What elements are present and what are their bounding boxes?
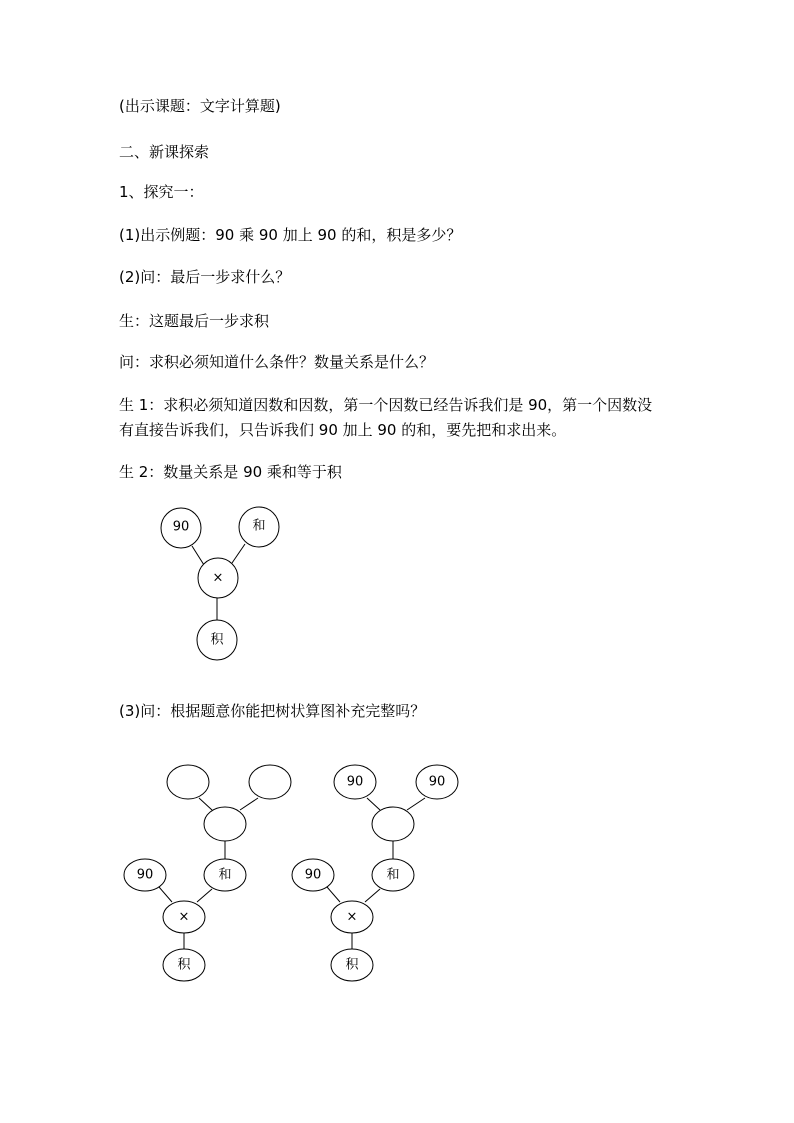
tree1-label-result: 积 [210,632,224,648]
tree2-label-result: 积 [177,957,191,973]
tree3-label-top-right: 90 [428,774,446,790]
subsection-heading: 1、探究一： [119,183,204,201]
question-conditions: 问：求积必须知道什么条件？数量关系是什么？ [119,353,435,371]
lesson-title-line: (出示课题：文字计算题) [119,97,281,115]
tree2-node-top-left [167,765,209,799]
tree2-label-operator: × [178,909,190,925]
tree2-edge-left [159,887,172,902]
example-question: (1)出示例题：90 乘 90 加上 90 的和，积是多少？ [119,226,462,244]
tree2-label-mid-right: 和 [218,867,232,883]
tree3-label-operator: × [346,909,358,925]
tree3-label-mid-right: 和 [386,867,400,883]
student-1-answer-line-2: 有直接告诉我们，只告诉我们 90 加上 90 的和，要先把和求出来。 [119,421,567,439]
tree3-edge-right [365,889,380,902]
tree2-edge-right [197,889,212,902]
student-2-answer: 生 2：数量关系是 90 乘和等于积 [119,463,342,481]
question-2: (2)问：最后一步求什么？ [119,268,291,286]
tree2-label-left: 90 [136,867,154,883]
question-3: (3)问：根据题意你能把树状算图补充完整吗？ [119,702,426,720]
tree1-label-top-right: 和 [252,518,266,534]
tree1-edge-left [192,546,204,565]
tree3-edge-top-right [407,798,425,810]
tree1-label-operator: × [212,570,224,586]
student-1-answer-line-1: 生 1：求积必须知道因数和因数，第一个因数已经告诉我们是 90，第一个因数没 [119,396,653,414]
student-answer: 生：这题最后一步求积 [119,312,270,330]
tree3-label-result: 积 [345,957,359,973]
tree2-node-top-right [249,765,291,799]
tree3-edge-top-left [367,798,380,810]
tree3-node-mid [372,807,414,841]
tree2-edge-top-left [199,798,212,810]
tree3-label-top-left: 90 [346,774,364,790]
tree3-label-left: 90 [304,867,322,883]
tree1-edge-right [232,544,245,563]
tree2-edge-top-right [240,798,258,810]
section-heading: 二、新课探索 [119,143,210,161]
tree2-node-mid [204,807,246,841]
tree3-edge-left [327,887,340,902]
tree1-label-top-left: 90 [172,519,190,535]
